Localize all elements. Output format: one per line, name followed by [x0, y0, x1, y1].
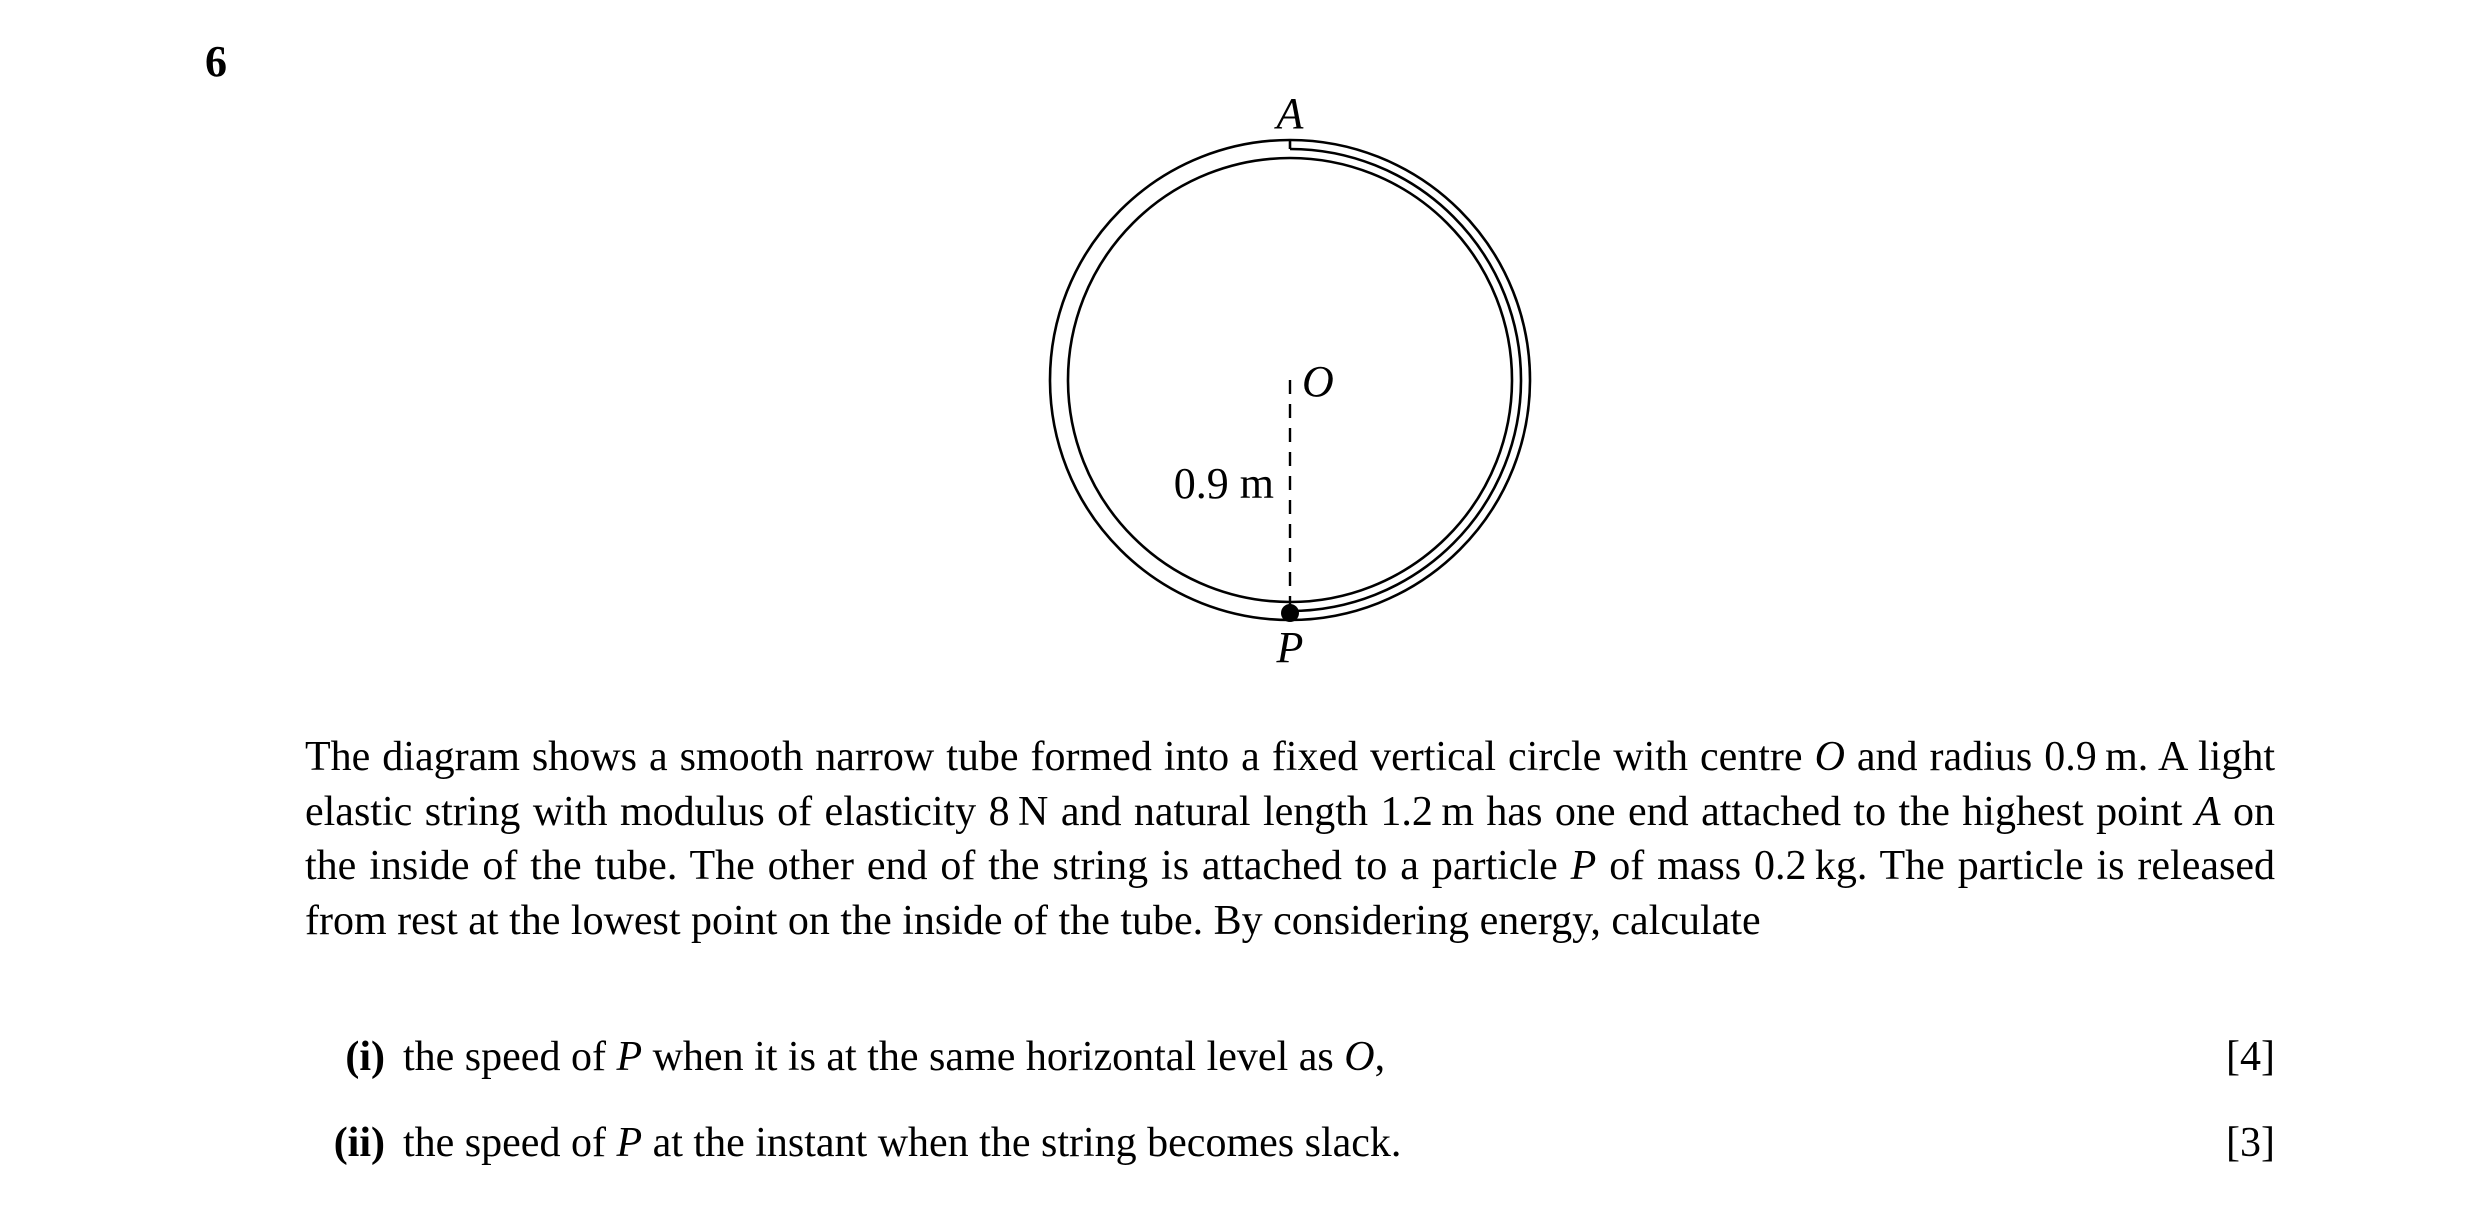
question-stem	[305, 730, 2275, 948]
part-marks: [3]	[2226, 1120, 2275, 1166]
part-i	[305, 1030, 2275, 1084]
tube-diagram	[1030, 80, 1590, 680]
part-marks: [4]	[2226, 1034, 2275, 1080]
tube-diagram-svg	[1030, 80, 1590, 680]
label-a: A	[1276, 89, 1304, 138]
part-text-segment: the speed of	[403, 1120, 617, 1166]
particle-p	[1281, 604, 1299, 622]
part-text-segment: ,	[1374, 1034, 1386, 1080]
stem-var-p: P	[1570, 843, 1597, 889]
radius-label: 0.9 m	[1173, 459, 1274, 508]
question-number: 6	[205, 37, 227, 86]
stem-text-4: of mass 0.2 kg. The particle is released from rest at the lowest point on the inside of the tube. By considering energy, calculate	[305, 843, 2275, 944]
label-p: P	[1276, 623, 1304, 672]
part-text-segment: the speed of	[403, 1034, 617, 1080]
label-o: O	[1302, 357, 1334, 406]
part-text-segment: at the instant when the string becomes slack.	[642, 1120, 1402, 1166]
stem-text-2: and radius 0.9 m. A light elastic string with modulus of elasticity 8 N and natural length 1.2 m has one end attached to the highest point	[305, 734, 2275, 835]
stem-text-3: on the inside of the tube. The other end of the string is attached to a particle	[305, 788, 2276, 889]
part-var-o: O	[1344, 1034, 1375, 1080]
part-ii	[305, 1116, 2275, 1170]
stem-var-a: A	[2194, 788, 2221, 835]
stem-text-1: The diagram shows a smooth narrow tube formed into a fixed vertical circle with centre	[305, 734, 1815, 780]
part-label: (ii)	[333, 1120, 385, 1166]
part-text	[403, 1116, 1401, 1170]
part-var-p: P	[616, 1120, 643, 1166]
part-text-segment: when it is at the same horizontal level as	[642, 1034, 1345, 1080]
stem-var-o: O	[1814, 734, 1845, 780]
part-text	[403, 1030, 1385, 1084]
part-var-p: P	[616, 1034, 643, 1080]
part-label: (i)	[345, 1034, 385, 1080]
